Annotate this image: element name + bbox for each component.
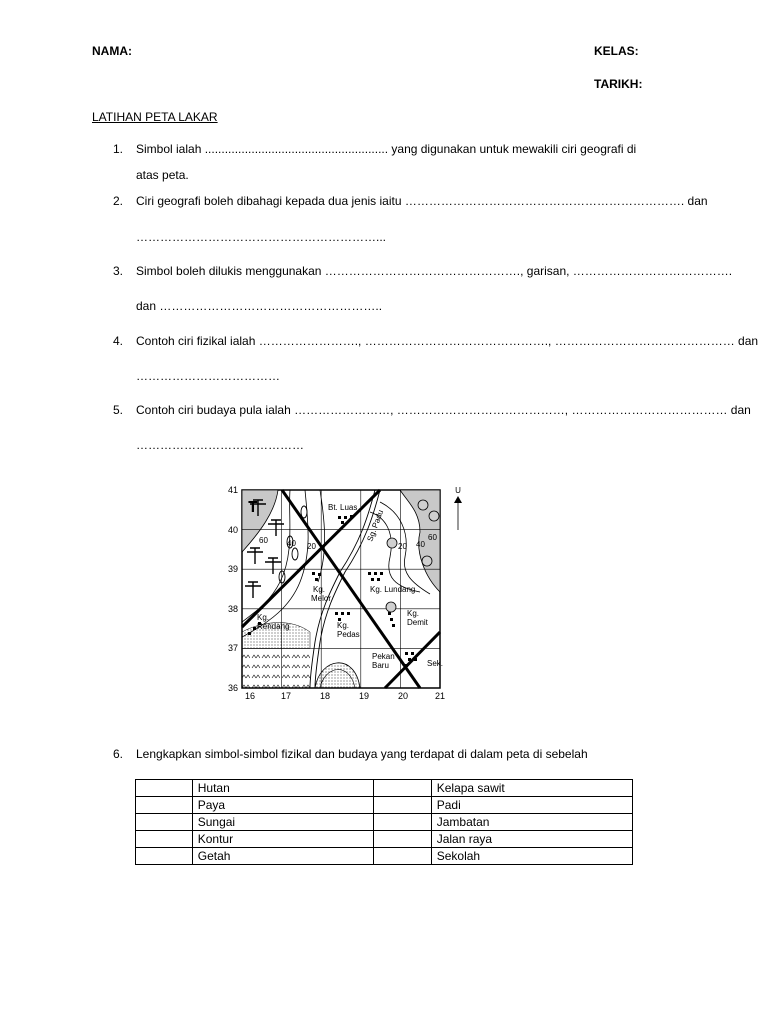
question-text: ……………………………………………………... <box>136 230 387 244</box>
svg-text:𝐓: 𝐓 <box>248 498 258 516</box>
north-label: U <box>455 486 461 495</box>
contour-value: 20 <box>307 542 316 551</box>
symbol-cell[interactable] <box>374 780 432 797</box>
contour-value: 20 <box>398 542 407 551</box>
table-row <box>136 814 633 831</box>
symbol-cell[interactable] <box>374 831 432 848</box>
symbol-cell[interactable] <box>136 780 193 797</box>
symbol-cell[interactable] <box>374 797 432 814</box>
swamp-area <box>242 648 310 688</box>
question-number: 5. <box>113 403 124 417</box>
label-bt-luas: Bt. Luas <box>328 503 358 512</box>
label-kg-pedas: Kg. Pedas <box>337 621 360 639</box>
label-pekan-baru: Pekan Baru <box>372 652 395 670</box>
feature-name-cell: Padi <box>431 797 632 814</box>
x-tick-label: 20 <box>397 691 409 701</box>
symbol-cell[interactable] <box>136 814 193 831</box>
x-tick-label: 16 <box>244 691 256 701</box>
feature-name-cell: Paya <box>192 797 373 814</box>
feature-name-cell: Getah <box>192 848 373 865</box>
feature-name-cell: Kontur <box>192 831 373 848</box>
contour-value: 60 <box>428 533 437 542</box>
x-tick-label: 17 <box>280 691 292 701</box>
y-tick-label: 40 <box>227 525 238 535</box>
y-tick-label: 38 <box>227 604 238 614</box>
question-number: 6. <box>113 747 124 761</box>
y-tick-label: 39 <box>227 564 238 574</box>
rubber-tree-symbols <box>248 498 258 516</box>
question-text: …………………………………… <box>136 438 304 452</box>
symbol-cell[interactable] <box>136 848 193 865</box>
label-sek: Sek. <box>427 659 444 668</box>
symbol-cell[interactable] <box>136 831 193 848</box>
question-text: Lengkapkan simbol-simbol fizikal dan budaya yang terdapat di dalam peta di sebelah <box>136 747 588 761</box>
label-sg-padu: Sg. Padu <box>365 508 386 543</box>
x-tick-label: 18 <box>319 691 331 701</box>
question-number: 2. <box>113 194 124 208</box>
label-kg-lundang: Kg. Lundang <box>370 585 416 594</box>
label-kg-rendang: Kg. Rendang <box>257 613 290 631</box>
contour-value: 40 <box>287 539 296 548</box>
x-tick-label: 19 <box>358 691 370 701</box>
question-text: dan ……………………………………………….. <box>136 299 383 313</box>
question-text: Contoh ciri budaya pula ialah ……………………, ……………………………………, ………………………………… dan <box>136 403 751 417</box>
table-row <box>136 780 633 797</box>
page-title: LATIHAN PETA LAKAR <box>92 110 218 124</box>
label-kg-melor: Kg. Melor <box>311 585 332 603</box>
feature-name-cell: Jalan raya <box>431 831 632 848</box>
table-row <box>136 797 633 814</box>
question-text: atas peta. <box>136 168 189 182</box>
question-number: 1. <box>113 142 124 156</box>
y-tick-label: 37 <box>227 643 238 653</box>
question-text: Ciri geografi boleh dibahagi kepada dua jenis iaitu ……………………………………………………………. dan <box>136 194 708 208</box>
y-tick-label: 36 <box>227 683 238 693</box>
feature-name-cell: Hutan <box>192 780 373 797</box>
question-number: 3. <box>113 264 124 278</box>
question-text: ……………………………… <box>136 369 280 383</box>
symbol-table <box>135 779 633 865</box>
x-tick-label: 21 <box>434 691 446 701</box>
question-text: Simbol boleh dilukis menggunakan …………………………………………., garisan, …………………………………. <box>136 264 733 278</box>
table-row <box>136 848 633 865</box>
feature-name-cell: Sungai <box>192 814 373 831</box>
y-tick-label: 41 <box>227 485 238 495</box>
table-row <box>136 831 633 848</box>
sketch-map <box>220 482 470 702</box>
question-text: Simbol ialah ....................................................... yang digunakan untuk mewakili ciri geografi di <box>136 142 637 156</box>
north-arrow-icon <box>454 496 462 530</box>
kelas-label: KELAS: <box>594 44 639 58</box>
question-number: 4. <box>113 334 124 348</box>
question-text: Contoh ciri fizikal ialah ……………………., ………………………………………., ……………………………………… dan <box>136 334 759 348</box>
feature-name-cell: Kelapa sawit <box>431 780 632 797</box>
feature-name-cell: Sekolah <box>431 848 632 865</box>
symbol-cell[interactable] <box>374 848 432 865</box>
tarikh-label: TARIKH: <box>594 77 643 91</box>
contour-value: 40 <box>416 540 425 549</box>
nama-label: NAMA: <box>92 44 132 58</box>
symbol-cell[interactable] <box>374 814 432 831</box>
contour-value: 60 <box>259 536 268 545</box>
symbol-cell[interactable] <box>136 797 193 814</box>
label-kg-demit: Kg. Demit <box>407 609 428 627</box>
feature-name-cell: Jambatan <box>431 814 632 831</box>
